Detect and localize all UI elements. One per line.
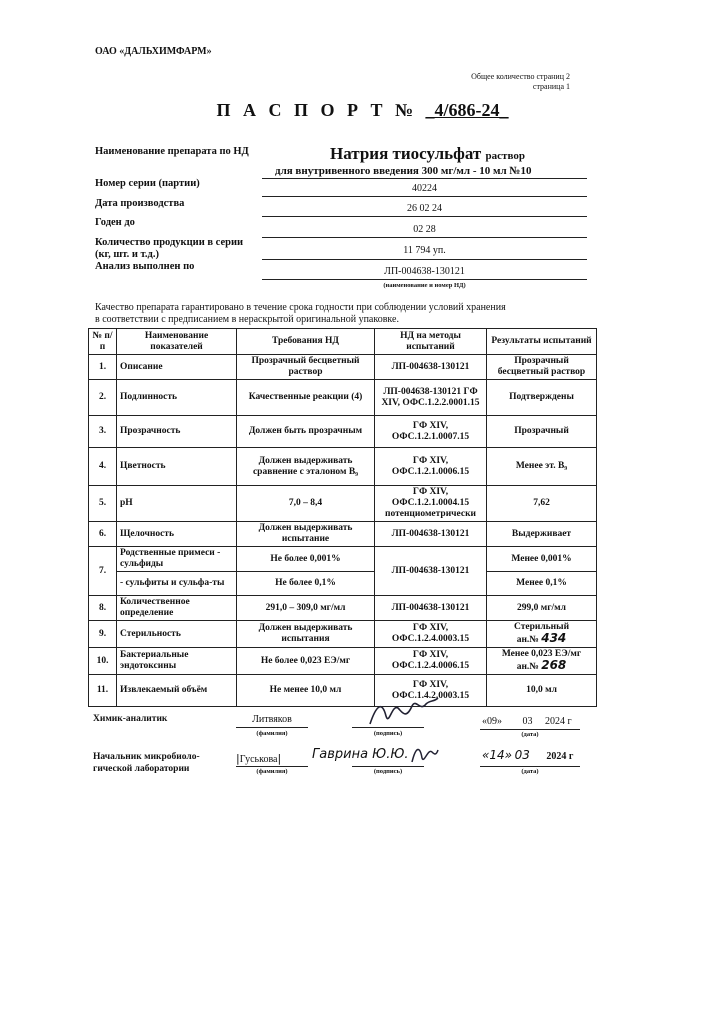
table-row: [89, 486, 597, 522]
head-date-caption: (дата): [521, 768, 539, 775]
chemist-date: [482, 716, 572, 727]
row-requirement: Прозрачный бесцветный раствор: [237, 355, 375, 380]
row-num: 3.: [89, 416, 117, 448]
row-requirement: 291,0 – 309,0 мг/мл: [237, 596, 375, 621]
row-method: ГФ XIV, ОФС.1.4.2.0003.15: [375, 675, 487, 707]
header-result: Результаты испытаний: [487, 329, 597, 355]
quality-statement: [95, 302, 506, 326]
head-surname-caption: (фамилия): [256, 768, 288, 775]
row-requirement: Должен выдерживать испытание: [237, 522, 375, 547]
head-role-2: гической лаборатории: [93, 764, 190, 774]
row-requirement: Не более 0,023 ЕЭ/мг: [237, 648, 375, 675]
table-row: [89, 380, 597, 416]
result-text: Стерильный: [513, 622, 570, 632]
row-name: Описание: [117, 355, 237, 380]
passport-number: _4/686-24_: [425, 100, 509, 120]
chemist-signature-rule: [352, 727, 424, 728]
table-row: [89, 448, 597, 486]
head-handwritten-name: Гаврина Ю.Ю.: [312, 747, 409, 762]
chemist-signature-caption: (подпись): [373, 730, 403, 737]
analysis-number: [490, 660, 593, 673]
chemist-date-day: «09»: [482, 716, 502, 727]
production-label: Дата производства: [95, 198, 185, 209]
row-method: ГФ XIV, ОФС.1.2.4.0006.15: [375, 648, 487, 675]
row-requirement: Должен быть прозрачным: [237, 416, 375, 448]
row-requirement: Не более 0,001%: [237, 547, 375, 572]
header-requirements: Требования НД: [237, 329, 375, 355]
row-method: ЛП-004638-130121 ГФ XIV, ОФС.1.2.2.0001.15: [375, 380, 487, 416]
chemist-signature: [362, 694, 442, 730]
row-name: Щелочность: [117, 522, 237, 547]
row-result: Менее 0,1%: [487, 572, 597, 596]
table-header-row: [89, 329, 597, 355]
chemist-surname: Литвяков: [252, 714, 292, 725]
analysis-number-label: ан.№: [516, 662, 539, 672]
expiry-value: 02 28: [413, 224, 436, 235]
row-name: Количественное определение: [117, 596, 237, 621]
analysis-label: Анализ выполнен по: [95, 261, 195, 272]
table-row: [89, 355, 597, 380]
quantity-label-1: Количество продукции в серии: [95, 237, 244, 248]
row-result: 299,0 мг/мл: [487, 596, 597, 621]
table-row: [89, 648, 597, 675]
row-name: Прозрачность: [117, 416, 237, 448]
row-result: Подтверждены: [487, 380, 597, 416]
head-role: [93, 751, 200, 775]
result-text: Менее 0,023 ЕЭ/мг: [501, 649, 582, 659]
row-num: 1.: [89, 355, 117, 380]
row-num: 7.: [89, 547, 117, 596]
row-result: [487, 648, 597, 675]
page-number: страница 1: [532, 82, 570, 91]
drug-name-label: Наименование препарата по НД: [95, 146, 249, 157]
head-date-rule: [480, 766, 580, 767]
production-rule: [262, 216, 587, 217]
drug-name-main: Натрия тиосульфат: [330, 144, 482, 163]
row-result: 10,0 мл: [487, 675, 597, 707]
row-method: ГФ XIV, ОФС.1.2.1.0004.15 потенциометрически: [375, 486, 487, 522]
head-surname-text: Гуськова: [239, 754, 278, 765]
row-method: ЛП-004638-130121: [375, 522, 487, 547]
total-pages: Общее количество страниц 2: [471, 72, 570, 81]
row-num: 9.: [89, 621, 117, 648]
row-name: Родственные примеси - сульфиды: [117, 547, 237, 572]
analysis-caption: (наименование и номер НД): [383, 282, 466, 289]
chemist-surname-caption: (фамилия): [256, 730, 288, 737]
expiry-rule: [262, 237, 587, 238]
quantity-value: 11 794 уп.: [403, 245, 446, 256]
analysis-number: [490, 633, 593, 646]
row-num: 2.: [89, 380, 117, 416]
row-requirement: Качественные реакции (4): [237, 380, 375, 416]
quality-line-1: Качество препарата гарантировано в течение срока годности при соблюдении условий хранения: [95, 302, 506, 313]
header-num: № п/п: [89, 329, 117, 355]
quantity-rule: [262, 259, 587, 260]
row-result: [487, 621, 597, 648]
head-date-year: 2024 г: [546, 751, 574, 762]
table-row: [89, 416, 597, 448]
row-method: ГФ XIV, ОФС.1.2.1.0007.15: [375, 416, 487, 448]
analysis-number-label: ан.№: [516, 635, 539, 645]
row-name: Стерильность: [117, 621, 237, 648]
drug-name: [330, 144, 525, 164]
row-num: 8.: [89, 596, 117, 621]
row-num: 11.: [89, 675, 117, 707]
table-row: [89, 596, 597, 621]
analysis-number-handwritten: 268: [541, 658, 567, 672]
row-name: Извлекаемый объём: [117, 675, 237, 707]
analysis-number-handwritten: 434: [541, 631, 567, 645]
row-result: Прозрачный: [487, 416, 597, 448]
head-surname-rule: [236, 766, 308, 767]
row-result: Прозрачный бесцветный раствор: [487, 355, 597, 380]
head-surname: |Гуськова|: [236, 752, 282, 765]
row-name: - сульфиты и сульфа-ты: [117, 572, 237, 596]
head-signature: [408, 742, 440, 766]
analysis-rule: [262, 279, 587, 280]
analysis-value: ЛП-004638-130121: [384, 266, 465, 277]
chemist-date-year: 2024 г: [545, 716, 572, 727]
results-table: [88, 328, 597, 707]
row-name: Бактериальные эндотоксины: [117, 648, 237, 675]
row-method: ЛП-004638-130121: [375, 355, 487, 380]
company-name: ОАО «ДАЛЬХИМФАРМ»: [95, 46, 212, 57]
chemist-role: Химик-аналитик: [93, 714, 168, 724]
series-rule: [262, 196, 587, 197]
chemist-date-caption: (дата): [521, 731, 539, 738]
head-date: [482, 748, 573, 762]
passport-title-label: П А С П О Р Т №: [216, 100, 418, 120]
row-requirement: Должен выдерживать испытания: [237, 621, 375, 648]
header-method: НД на методы испытаний: [375, 329, 487, 355]
drug-name-suffix: раствор: [485, 150, 525, 162]
chemist-surname-rule: [236, 727, 308, 728]
quality-line-2: в соответствии с предписанием в нераскрытой оригинальной упаковке.: [95, 314, 399, 325]
row-method: ЛП-004638-130121: [375, 596, 487, 621]
row-num: 5.: [89, 486, 117, 522]
passport-title: [0, 100, 725, 121]
row-result: Выдерживает: [487, 522, 597, 547]
row-name: Цветность: [117, 448, 237, 486]
chemist-date-month: 03: [522, 716, 533, 727]
row-name: Подлинность: [117, 380, 237, 416]
head-role-1: Начальник микробиоло-: [93, 752, 200, 762]
series-value: 40224: [412, 183, 437, 194]
row-num: 4.: [89, 448, 117, 486]
head-date-month: 03: [514, 748, 530, 762]
quantity-label: [95, 237, 243, 261]
row-requirement: Не более 0,1%: [237, 572, 375, 596]
quantity-label-2: (кг, шт. и т.д.): [95, 249, 159, 260]
table-row: [89, 522, 597, 547]
row-result: 7,62: [487, 486, 597, 522]
row-result: Менее эт. B₉: [487, 448, 597, 486]
row-requirement: Не менее 10,0 мл: [237, 675, 375, 707]
head-signature-caption: (подпись): [373, 768, 403, 775]
head-date-day: «14»: [482, 748, 513, 762]
row-requirement: 7,0 – 8,4: [237, 486, 375, 522]
row-num: 6.: [89, 522, 117, 547]
series-label: Номер серии (партии): [95, 178, 200, 189]
header-name: Наименование показателей: [117, 329, 237, 355]
row-result: Менее 0,001%: [487, 547, 597, 572]
row-requirement: Должен выдерживать сравнение с эталоном B₉: [237, 448, 375, 486]
production-value: 26 02 24: [407, 203, 442, 214]
table-row: [89, 547, 597, 572]
row-name: pH: [117, 486, 237, 522]
head-signature-rule: [352, 766, 424, 767]
row-num: 10.: [89, 648, 117, 675]
page-count: [471, 72, 570, 92]
chemist-date-rule: [480, 729, 580, 730]
table-row: [89, 675, 597, 707]
row-method: ЛП-004638-130121: [375, 547, 487, 596]
table-row: [89, 572, 597, 596]
drug-name-rule: [262, 178, 587, 179]
table-row: [89, 621, 597, 648]
expiry-label: Годен до: [95, 217, 135, 228]
row-method: ГФ XIV, ОФС.1.2.4.0003.15: [375, 621, 487, 648]
drug-name-line2: для внутривенного введения 300 мг/мл - 10 мл №10: [275, 165, 532, 177]
row-method: ГФ XIV, ОФС.1.2.1.0006.15: [375, 448, 487, 486]
